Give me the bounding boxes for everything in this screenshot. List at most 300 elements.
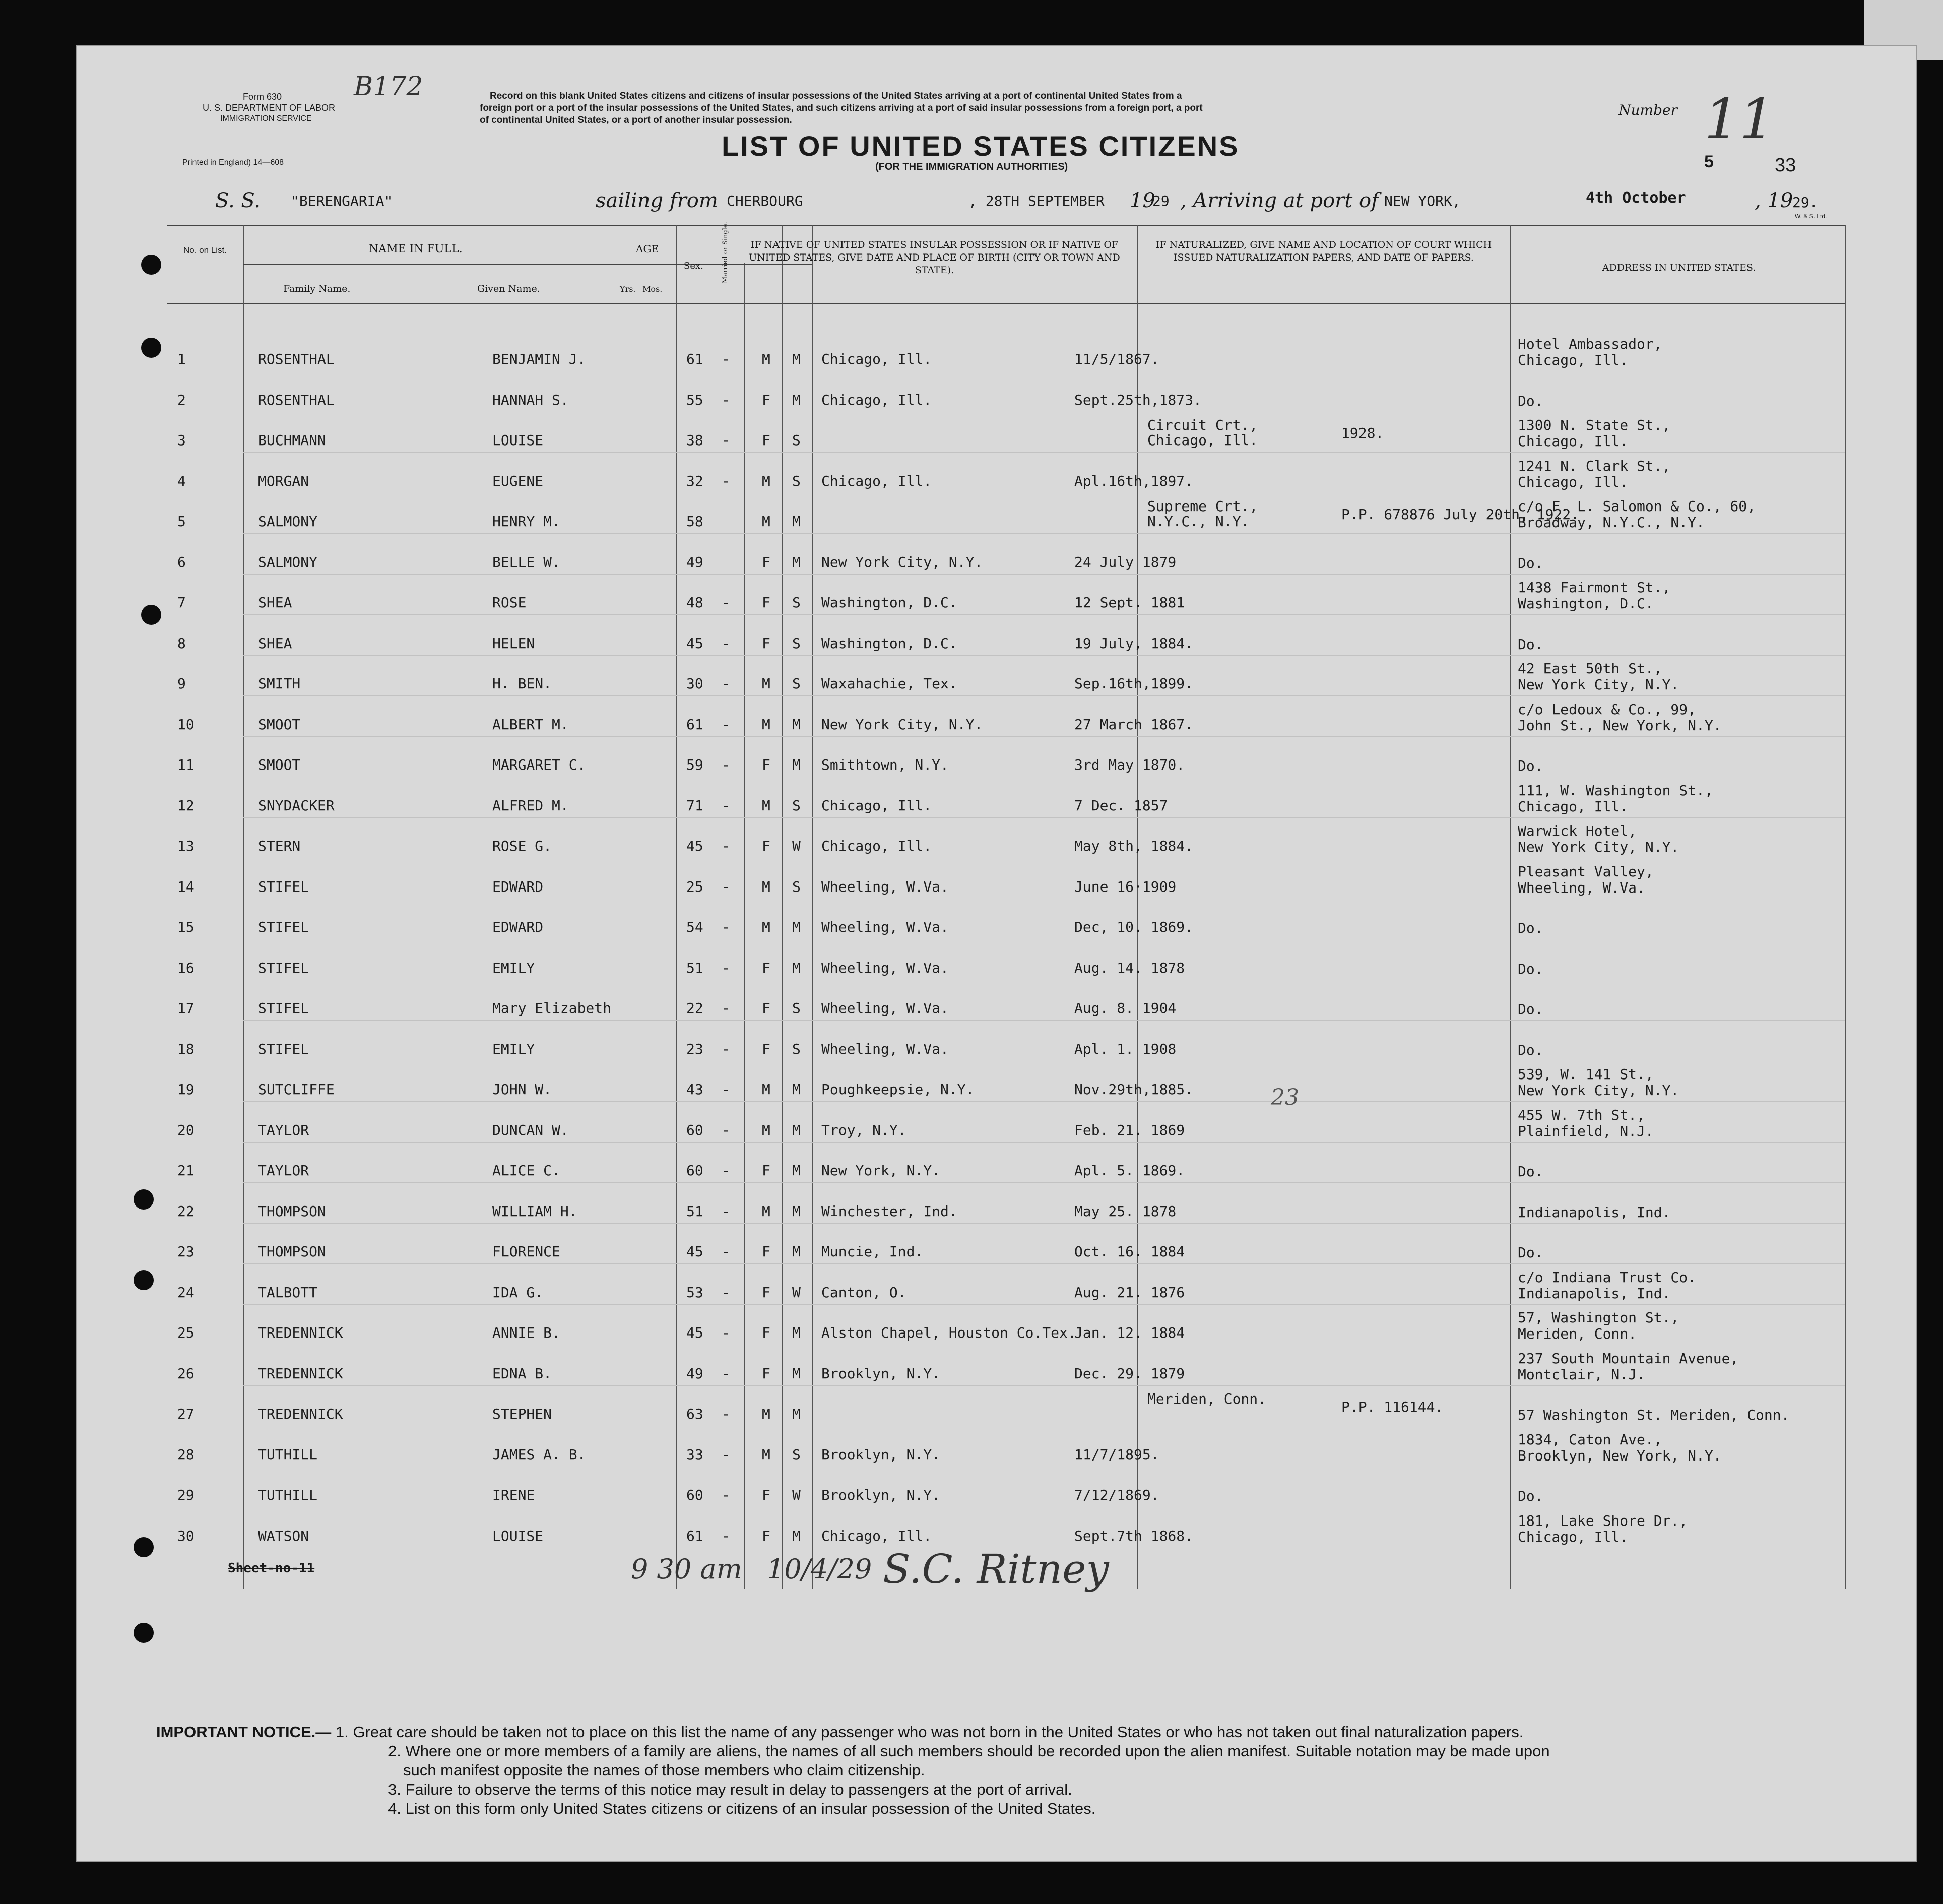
printer-note: Printed in England) 14—608 <box>182 158 284 167</box>
sex: F <box>762 1527 770 1544</box>
arrive-year-prefix: , 19 <box>1755 189 1793 212</box>
family-name: TAYLOR <box>258 1121 309 1138</box>
address-line-2: Plainfield, N.J. <box>1518 1122 1654 1139</box>
family-name: STIFEL <box>258 959 309 976</box>
age-years: 54 <box>686 919 703 935</box>
sex: F <box>762 1243 770 1260</box>
birth-date: Dec. 29. 1879 <box>1074 1365 1185 1382</box>
given-name: Mary Elizabeth <box>492 1000 612 1017</box>
row-number: 10 <box>177 716 195 733</box>
birth-date: Apl. 5. 1869. <box>1074 1162 1185 1179</box>
sex: F <box>762 553 770 570</box>
sex: F <box>762 594 770 611</box>
address-line-2: Chicago, Ill. <box>1518 473 1629 490</box>
birth-place: Canton, O. <box>821 1284 906 1301</box>
sex: F <box>762 1324 770 1341</box>
row-number: 2 <box>177 391 186 408</box>
sex: F <box>762 1040 770 1057</box>
birth-place: Wheeling, W.Va. <box>821 1000 949 1017</box>
given-name: EUGENE <box>492 472 544 489</box>
marital-status: M <box>792 1202 801 1220</box>
age-years: 45 <box>686 838 703 854</box>
manifest-sheet <box>76 45 1917 1862</box>
marital-status: W <box>792 838 801 854</box>
arrive-year: 29. <box>1792 194 1818 211</box>
birth-place: Chicago, Ill. <box>821 838 932 854</box>
birth-date: 19 July, 1884. <box>1074 634 1194 652</box>
to-port: NEW YORK, <box>1384 193 1461 209</box>
age-months: - <box>722 1324 730 1341</box>
given-name: EDWARD <box>492 878 544 895</box>
row-number: 20 <box>177 1121 195 1138</box>
row-number: 9 <box>177 675 186 692</box>
birth-place: New York City, N.Y. <box>821 716 983 733</box>
age-years: 51 <box>686 959 703 976</box>
table-row <box>177 1105 1845 1143</box>
notice-item-4: 4. List on this form only United States citizens or citizens of an insular possession of the United States. <box>388 1800 1096 1817</box>
punch-hole <box>141 255 161 275</box>
age-years: 60 <box>686 1487 703 1503</box>
age-months: - <box>722 634 730 652</box>
row-number: 17 <box>177 1000 195 1017</box>
address-line-1: c/o F. L. Salomon & Co., 60, <box>1518 498 1756 515</box>
age-years: 45 <box>686 1243 703 1260</box>
age-months: - <box>722 919 730 935</box>
birth-place: Winchester, Ind. <box>821 1202 957 1220</box>
address-line-2: Do. <box>1518 554 1543 572</box>
row-number: 5 <box>177 513 186 530</box>
given-name: FLORENCE <box>492 1243 560 1260</box>
sex: M <box>762 1446 770 1463</box>
table-row <box>177 902 1845 940</box>
marital-status: M <box>792 959 801 976</box>
stamp-date: 10/4/29 <box>767 1553 872 1585</box>
birth-date: May 25. 1878 <box>1074 1202 1177 1220</box>
birth-date: 24 July 1879 <box>1074 553 1177 570</box>
given-name: EMILY <box>492 959 535 976</box>
age-years: 51 <box>686 1202 703 1220</box>
from-port: CHERBOURG <box>727 193 803 209</box>
table-row <box>177 739 1845 778</box>
birth-place: New York City, N.Y. <box>821 553 983 570</box>
age-years: 33 <box>686 1446 703 1463</box>
age-months: - <box>722 1081 730 1098</box>
family-name: STERN <box>258 838 301 854</box>
address-line-1: 57, Washington St., <box>1518 1309 1679 1326</box>
address-line-2: Do. <box>1518 1163 1543 1180</box>
birth-date: Apl.16th,1897. <box>1074 472 1194 489</box>
header-sex: Sex. <box>684 261 703 271</box>
address-line-2: Do. <box>1518 920 1543 936</box>
sex: M <box>762 716 770 733</box>
family-name: ROSENTHAL <box>258 351 335 367</box>
age-years: 71 <box>686 797 703 814</box>
age-years: 55 <box>686 391 703 408</box>
punch-hole <box>134 1270 154 1290</box>
marital-status: M <box>792 1243 801 1260</box>
row-number: 22 <box>177 1202 195 1220</box>
given-name: ALBERT M. <box>492 716 569 733</box>
address-line-2: Wheeling, W.Va. <box>1518 879 1645 896</box>
age-years: 49 <box>686 553 703 570</box>
address-line-2: Indianapolis, Ind. <box>1518 1285 1671 1302</box>
family-name: SHEA <box>258 634 292 652</box>
address-line-2: New York City, N.Y. <box>1518 676 1679 693</box>
address-line-1: Hotel Ambassador, <box>1518 336 1662 352</box>
age-years: 43 <box>686 1081 703 1098</box>
age-months: - <box>722 675 730 692</box>
marital-status: M <box>792 1081 801 1098</box>
age-months: - <box>722 1284 730 1301</box>
given-name: ROSE G. <box>492 838 552 854</box>
address-line-2: Do. <box>1518 1041 1543 1058</box>
birth-place: Brooklyn, N.Y. <box>821 1365 941 1382</box>
family-name: TREDENNICK <box>258 1365 343 1382</box>
sex: M <box>762 1081 770 1098</box>
record-text-2: foreign port or a port of the insular possessions of the United States, and such citizens arriving at a port of said insular possessions from a foreign port, a port <box>480 103 1203 113</box>
family-name: BUCHMANN <box>258 432 326 449</box>
given-name: LOUISE <box>492 1527 544 1544</box>
sex: F <box>762 756 770 773</box>
row-number: 21 <box>177 1162 195 1179</box>
service-name: IMMIGRATION SERVICE <box>220 114 312 123</box>
given-name: ROSE <box>492 594 527 611</box>
address-line-2: Chicago, Ill. <box>1518 798 1629 815</box>
sex: M <box>762 919 770 935</box>
sex: F <box>762 959 770 976</box>
birth-place: Alston Chapel, Houston Co.Tex. <box>821 1324 1076 1341</box>
age-months: - <box>722 1243 730 1260</box>
table-row <box>177 1226 1845 1264</box>
table-row <box>177 1429 1845 1468</box>
marital-status: M <box>792 1162 801 1179</box>
row-number: 14 <box>177 878 195 895</box>
age-years: 63 <box>686 1406 703 1422</box>
age-years: 60 <box>686 1121 703 1138</box>
important-notice <box>156 1723 1849 1818</box>
address-line-2: Do. <box>1518 960 1543 977</box>
age-years: 22 <box>686 1000 703 1017</box>
ship-name: "BERENGARIA" <box>291 193 393 209</box>
notice-item-1: 1. Great care should be taken not to place on this list the name of any passenger who was not born in the United States or who has not taken out final naturalization papers. <box>335 1723 1524 1741</box>
address-line-1: 455 W. 7th St., <box>1518 1106 1645 1123</box>
marital-status: M <box>792 756 801 773</box>
birth-place: Chicago, Ill. <box>821 351 932 367</box>
naturalization-location: N.Y.C., N.Y. <box>1147 513 1250 530</box>
given-name: LOUISE <box>492 432 544 449</box>
notice-heading: IMPORTANT NOTICE.— <box>156 1723 332 1741</box>
age-years: 60 <box>686 1162 703 1179</box>
header-family: Family Name. <box>283 283 351 294</box>
row-number: 8 <box>177 634 186 652</box>
table-row <box>177 861 1845 900</box>
age-months: - <box>722 1406 730 1422</box>
table-row <box>177 1267 1845 1305</box>
row-number: 3 <box>177 432 186 449</box>
given-name: WILLIAM H. <box>492 1202 577 1220</box>
marital-status: S <box>792 878 801 895</box>
marital-status: S <box>792 1000 801 1017</box>
age-years: 61 <box>686 1527 703 1544</box>
family-name: ROSENTHAL <box>258 391 335 408</box>
birth-date: Sept.7th 1868. <box>1074 1527 1194 1544</box>
marital-status: W <box>792 1284 801 1301</box>
sex: F <box>762 391 770 408</box>
table-row <box>177 537 1845 575</box>
sex: F <box>762 1000 770 1017</box>
given-name: HELEN <box>492 634 535 652</box>
age-months: - <box>722 1000 730 1017</box>
birth-place: Washington, D.C. <box>821 634 957 652</box>
marital-status: M <box>792 1121 801 1138</box>
stamp-small: 5 <box>1704 152 1714 171</box>
ss-label: S. S. <box>215 189 261 212</box>
age-years: 58 <box>686 513 703 530</box>
row-number: 23 <box>177 1243 195 1260</box>
header-yrs: Yrs. <box>620 284 636 294</box>
number-label: Number <box>1618 102 1677 118</box>
given-name: DUNCAN W. <box>492 1121 569 1138</box>
table-row <box>177 334 1845 372</box>
marital-status: M <box>792 1365 801 1382</box>
address-line-2: Do. <box>1518 1001 1543 1018</box>
given-name: JAMES A. B. <box>492 1446 586 1463</box>
sex: M <box>762 513 770 530</box>
punch-hole <box>141 605 161 625</box>
birth-place: Wheeling, W.Va. <box>821 919 949 935</box>
header-mos: Mos. <box>642 284 663 294</box>
birth-place: Wheeling, W.Va. <box>821 959 949 976</box>
col-rule-right <box>1845 225 1846 1589</box>
age-months: - <box>722 351 730 367</box>
family-name: THOMPSON <box>258 1202 326 1220</box>
row-number: 24 <box>177 1284 195 1301</box>
table-row <box>177 1470 1845 1508</box>
address-line-2: Chicago, Ill. <box>1518 352 1629 368</box>
row-number: 28 <box>177 1446 195 1463</box>
birth-date: Aug. 21. 1876 <box>1074 1284 1185 1301</box>
sheet-number: Sheet-no-11 <box>228 1561 315 1576</box>
notice-item-2: 2. Where one or more members of a family are aliens, the names of all such members should be recorded upon the alien manifest. Suitable notation may be made upon <box>388 1742 1550 1760</box>
age-months: - <box>722 959 730 976</box>
margin-note: 23 <box>1271 1085 1299 1110</box>
birth-date: 7/12/1869. <box>1074 1487 1159 1503</box>
address-line-1: Pleasant Valley, <box>1518 863 1654 880</box>
sex: M <box>762 797 770 814</box>
birth-date: Sept.25th,1873. <box>1074 391 1202 408</box>
header-married: Married or Single. <box>722 222 729 283</box>
table-header-rule <box>167 303 1845 304</box>
sex: M <box>762 351 770 367</box>
address-line-1: 1438 Fairmont St., <box>1518 579 1671 596</box>
marital-status: W <box>792 1487 801 1503</box>
marital-status: M <box>792 1406 801 1422</box>
birth-date: May 8th, 1884. <box>1074 838 1194 854</box>
address-line-2: Washington, D.C. <box>1518 595 1654 612</box>
family-name: STIFEL <box>258 1040 309 1057</box>
naturalization-court: Supreme Crt., <box>1147 498 1258 515</box>
given-name: H. BEN. <box>492 675 552 692</box>
birth-place: Troy, N.Y. <box>821 1121 906 1138</box>
address-line-2: Chicago, Ill. <box>1518 433 1629 450</box>
birth-date: Aug. 14. 1878 <box>1074 959 1185 976</box>
marital-status: M <box>792 919 801 935</box>
family-name: SALMONY <box>258 553 318 570</box>
row-number: 18 <box>177 1040 195 1057</box>
sex: M <box>762 472 770 489</box>
given-name: EDWARD <box>492 919 544 935</box>
table-row <box>177 820 1845 859</box>
table-row <box>177 983 1845 1021</box>
address-line-2: Broadway, N.Y.C., N.Y. <box>1518 514 1705 531</box>
table-row <box>177 496 1845 534</box>
age-months: - <box>722 1527 730 1544</box>
punch-hole <box>141 338 161 358</box>
age-months: - <box>722 432 730 449</box>
naturalization-court: Meriden, Conn. <box>1147 1390 1267 1407</box>
birth-place: Wheeling, W.Va. <box>821 1040 949 1057</box>
age-months: - <box>722 1121 730 1138</box>
birth-place: Smithtown, N.Y. <box>821 756 949 773</box>
stamp-number: 33 <box>1775 155 1796 176</box>
address-line-1: 539, W. 141 St., <box>1518 1066 1654 1083</box>
family-name: THOMPSON <box>258 1243 326 1260</box>
handwritten-ref: B172 <box>354 72 423 102</box>
row-number: 4 <box>177 472 186 489</box>
sex: F <box>762 1487 770 1503</box>
address-line-2: New York City, N.Y. <box>1518 1082 1679 1099</box>
family-name: STIFEL <box>258 1000 309 1017</box>
birth-date: Apl. 1. 1908 <box>1074 1040 1177 1057</box>
given-name: BELLE W. <box>492 553 560 570</box>
address-line-2: Montclair, N.J. <box>1518 1366 1645 1383</box>
sex: F <box>762 634 770 652</box>
marital-status: S <box>792 1040 801 1057</box>
marital-status: M <box>792 391 801 408</box>
birth-place: Washington, D.C. <box>821 594 957 611</box>
given-name: ANNIE B. <box>492 1324 560 1341</box>
family-name: SHEA <box>258 594 292 611</box>
birth-place: Chicago, Ill. <box>821 391 932 408</box>
address-line-1: 1300 N. State St., <box>1518 417 1671 433</box>
marital-status: M <box>792 351 801 367</box>
address-line-1: Warwick Hotel, <box>1518 822 1637 839</box>
age-months: - <box>722 838 730 854</box>
family-name: TUTHILL <box>258 1487 318 1503</box>
family-name: TALBOTT <box>258 1284 318 1301</box>
birth-date: 7 Dec. 1857 <box>1074 797 1168 814</box>
birth-place: New York, N.Y. <box>821 1162 941 1179</box>
table-row <box>177 1024 1845 1062</box>
age-years: 23 <box>686 1040 703 1057</box>
given-name: BENJAMIN J. <box>492 351 586 367</box>
age-years: 30 <box>686 675 703 692</box>
age-years: 59 <box>686 756 703 773</box>
officer-signature: S.C. Ritney <box>883 1546 1109 1593</box>
table-row <box>177 942 1845 981</box>
given-name: ALFRED M. <box>492 797 569 814</box>
family-name: MORGAN <box>258 472 309 489</box>
page-subtitle: (FOR THE IMMIGRATION AUTHORITIES) <box>875 161 1068 172</box>
row-number: 7 <box>177 594 186 611</box>
row-number: 26 <box>177 1365 195 1382</box>
sex: M <box>762 1121 770 1138</box>
department-name: U. S. DEPARTMENT OF LABOR <box>203 103 336 113</box>
notice-item-3: 3. Failure to observe the terms of this notice may result in delay to passengers at the port of arrival. <box>388 1781 1072 1798</box>
family-name: WATSON <box>258 1527 309 1544</box>
table-row <box>177 699 1845 737</box>
birth-date: 11/7/1895. <box>1074 1446 1159 1463</box>
naturalization-court: Circuit Crt., <box>1147 417 1258 433</box>
header-naturalized: IF NATURALIZED, GIVE NAME AND LOCATION OF COURT WHICH ISSUED NATURALIZATION PAPERS, AND DATE OF PAPERS. <box>1155 239 1492 263</box>
table-row <box>177 1348 1845 1386</box>
marital-status: S <box>792 472 801 489</box>
age-years: 61 <box>686 716 703 733</box>
sailing-label: sailing from <box>596 189 718 212</box>
number-value: 11 <box>1704 87 1775 151</box>
record-text-3: of continental United States, or a port of another insular possession. <box>480 115 792 125</box>
given-name: IRENE <box>492 1487 535 1503</box>
table-row <box>177 1064 1845 1102</box>
table-row <box>177 658 1845 696</box>
record-text-1: Record on this blank United States citizens and citizens of insular possessions of the United States arriving at a port of continental United States from a <box>490 91 1182 101</box>
family-name: TREDENNICK <box>258 1324 343 1341</box>
table-row <box>177 415 1845 453</box>
sail-year-prefix: 19 <box>1130 189 1155 212</box>
address-line-1: 237 South Mountain Avenue, <box>1518 1350 1739 1367</box>
header-address: ADDRESS IN UNITED STATES. <box>1602 262 1756 273</box>
family-name: SALMONY <box>258 513 318 530</box>
table-row <box>177 1388 1845 1427</box>
address-line-1: c/o Ledoux & Co., 99, <box>1518 701 1697 718</box>
family-name: SMOOT <box>258 716 301 733</box>
age-months: - <box>722 1446 730 1463</box>
address-line-1: 1241 N. Clark St., <box>1518 457 1671 474</box>
table-row <box>177 1145 1845 1183</box>
sail-year: 29 <box>1152 193 1170 209</box>
marital-status: M <box>792 553 801 570</box>
address-line-2: Indianapolis, Ind. <box>1518 1203 1671 1221</box>
row-number: 13 <box>177 838 195 854</box>
age-months: - <box>722 594 730 611</box>
table-row <box>177 780 1845 818</box>
punch-hole <box>134 1189 154 1210</box>
age-years: 45 <box>686 1324 703 1341</box>
row-number: 11 <box>177 756 195 773</box>
sail-date: , 28TH SEPTEMBER <box>968 193 1105 209</box>
age-years: 32 <box>686 472 703 489</box>
age-years: 25 <box>686 878 703 895</box>
birth-place: Chicago, Ill. <box>821 1527 932 1544</box>
age-months: - <box>722 878 730 895</box>
address-line-2: 57 Washington St. Meriden, Conn. <box>1518 1407 1790 1423</box>
table-row <box>177 374 1845 413</box>
marital-status: S <box>792 594 801 611</box>
address-line-1: 1834, Caton Ave., <box>1518 1431 1662 1448</box>
address-line-1: 111, W. Washington St., <box>1518 782 1713 799</box>
arriving-label: , Arriving at port of <box>1180 189 1379 212</box>
age-years: 45 <box>686 634 703 652</box>
row-number: 29 <box>177 1487 195 1503</box>
row-number: 19 <box>177 1081 195 1098</box>
address-line-1: c/o Indiana Trust Co. <box>1518 1268 1697 1286</box>
birth-place: Brooklyn, N.Y. <box>821 1487 941 1503</box>
family-name: STIFEL <box>258 919 309 935</box>
marital-status: M <box>792 1324 801 1341</box>
age-months: - <box>722 756 730 773</box>
row-number: 1 <box>177 351 186 367</box>
given-name: JOHN W. <box>492 1081 552 1098</box>
